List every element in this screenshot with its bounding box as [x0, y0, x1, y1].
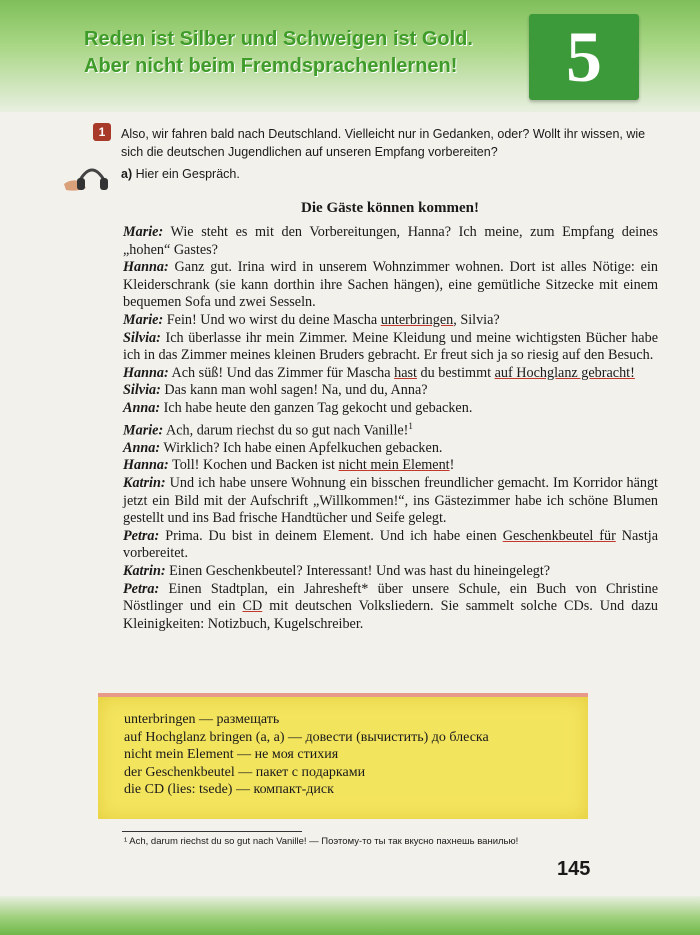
speaker: Hanna: [123, 364, 169, 381]
line-text: Und ich habe unsere Wohnung ein bisschen freundlicher gemacht. Im Korridor hängt jetzt ein Bild mit der Aufschrift „Willkommen!“, ins Gästezimmer habe ich schöne Blumen gestellt und ins Bad frische Handtücher und Seife gelegt. [123, 475, 658, 527]
underlined-phrase: unterbringen [380, 311, 454, 328]
line-text: Wirklich? Ich habe einen Apfelkuchen gebacken. [163, 439, 443, 456]
dialog-line [123, 581, 658, 634]
headphones-icon [62, 158, 110, 196]
dialog-line [123, 330, 658, 365]
underlined-phrase: nicht mein Element [338, 457, 450, 474]
page-title: Reden ist Silber und Schweigen ist Gold. Aber nicht beim Fremdsprachenlernen! [84, 28, 473, 77]
dialog-line [123, 259, 658, 312]
line-text: Toll! Kochen und Backen ist [172, 457, 339, 474]
dialog-line [123, 457, 658, 475]
line-text: Wie steht es mit den Vorbereitungen, Hanna? Ich meine, zum Empfang deines „hohen“ Gastes? [123, 224, 658, 258]
line-text: Ich habe heute den ganzen Tag gekocht und gebacken. [163, 399, 473, 416]
task-part-a [121, 167, 240, 181]
line-text: Fein! Und wo wirst du deine Mascha [166, 311, 381, 328]
dialog-line [123, 440, 658, 458]
vocabulary-item: unterbringen — размещать [124, 712, 280, 727]
speaker: Hanna: [123, 457, 169, 474]
task-number-badge: 1 [93, 123, 111, 141]
part-text: Hier ein Gespräch. [135, 167, 240, 181]
dialog-line [123, 475, 658, 528]
line-text: Nastja vorbereitet. [123, 527, 658, 562]
line-text: Ich überlasse ihr mein Zimmer. Meine Kleidung und meine wichtigsten Bücher habe ich in das Zimmer meines kleinen Bruders gebracht. Er freut sich ja so riesig auf den Besuch. [123, 329, 658, 364]
line-text: Ach süß! Und das Zimmer für Mascha [171, 364, 395, 381]
footnote-divider [122, 831, 302, 832]
vocabulary-item: der Geschenkbeutel — пакет с подарками [124, 764, 366, 780]
vocabulary-item: die CD (lies: tsede) — компакт-диск [124, 782, 334, 797]
speaker: Anna: [123, 399, 161, 416]
underlined-phrase: Geschenkbeutel für [502, 527, 616, 544]
line-text: mit deutschen Volksliedern. Sie sammelt solche CDs. Und dazu Kleinigkeiten: Notizbuch, Kugelschreiber. [123, 598, 658, 632]
chapter-number: 5 [566, 17, 602, 97]
speaker: Katrin: [123, 563, 166, 580]
speaker: Katrin: [123, 475, 166, 492]
speaker: Anna: [123, 439, 161, 456]
speaker: Marie: [123, 224, 164, 240]
line-text: Einen Stadtplan, ein Jahresheft* über unsere Schule, ein Buch von Christine Nöstlinger und ein [123, 580, 659, 615]
part-label: a) [121, 167, 133, 181]
speaker: Silvia: [123, 329, 161, 346]
dialog-line [123, 418, 658, 440]
task-intro: Also, wir fahren bald nach Deutschland. Vielleicht nur in Gedanken, oder? Wollt ihr wissen, wie sich die deutschen Jugendlichen auf unseren Empfang vorbereiten? [121, 127, 646, 159]
page-number: 145 [557, 858, 591, 880]
dialog-line [123, 365, 658, 383]
line-text: du bestimmt [416, 364, 495, 381]
dialog-line [123, 528, 658, 563]
line-text: ! [449, 457, 455, 474]
vocabulary-item: auf Hochglanz bringen (a, a) — довести (вычистить) до блеска [124, 729, 489, 745]
vocabulary-box [98, 693, 588, 819]
underlined-phrase: hast [394, 364, 417, 381]
speaker: Petra: [123, 527, 160, 544]
dialog-line [123, 400, 658, 418]
vocabulary-item: nicht mein Element — не моя стихия [124, 747, 339, 762]
dialog-line [123, 312, 658, 330]
footnote-marker: 1 [408, 420, 413, 431]
dialog-title: Die Gäste können kommen! [301, 200, 479, 216]
line-text: Einen Geschenkbeutel? Interessant! Und was hast du hineingelegt? [169, 563, 551, 580]
line-text: Das kann man wohl sagen! Na, und du, Anna? [164, 382, 428, 399]
underlined-phrase: auf Hochglanz gebracht! [494, 364, 635, 381]
dialog-line [123, 382, 658, 400]
underlined-phrase: CD [242, 598, 263, 615]
line-text: , Silvia? [453, 311, 500, 328]
footer-band [0, 896, 700, 935]
speaker: Hanna: [123, 259, 169, 276]
speaker: Marie: [123, 311, 164, 328]
speaker: Marie: [123, 422, 164, 439]
dialog-line [123, 563, 658, 581]
footnote: ¹ Ach, darum riechst du so gut nach Vanille! — Поэтому-то ты так вкусно пахнешь ванилью! [124, 836, 519, 847]
vocabulary-list [124, 711, 489, 799]
speaker: Silvia: [123, 382, 161, 399]
line-text: Ach, darum riechst du so gut nach Vanille! [165, 422, 409, 439]
speaker: Petra: [123, 580, 160, 597]
line-text: Ganz gut. Irina wird in unserem Wohnzimmer wohnen. Dort ist alles Nötige: ein Kleiderschrank (sie kann dorthin ihre Sachen hängen), eine gemütliche Sitzecke mit einem bequemen Sofa und zwei Sesseln. [123, 259, 659, 311]
line-text: Prima. Du bist in deinem Element. Und ich habe einen [165, 527, 503, 544]
dialog-text [123, 224, 658, 633]
chapter-badge [529, 14, 639, 100]
dialog-line [123, 224, 658, 259]
